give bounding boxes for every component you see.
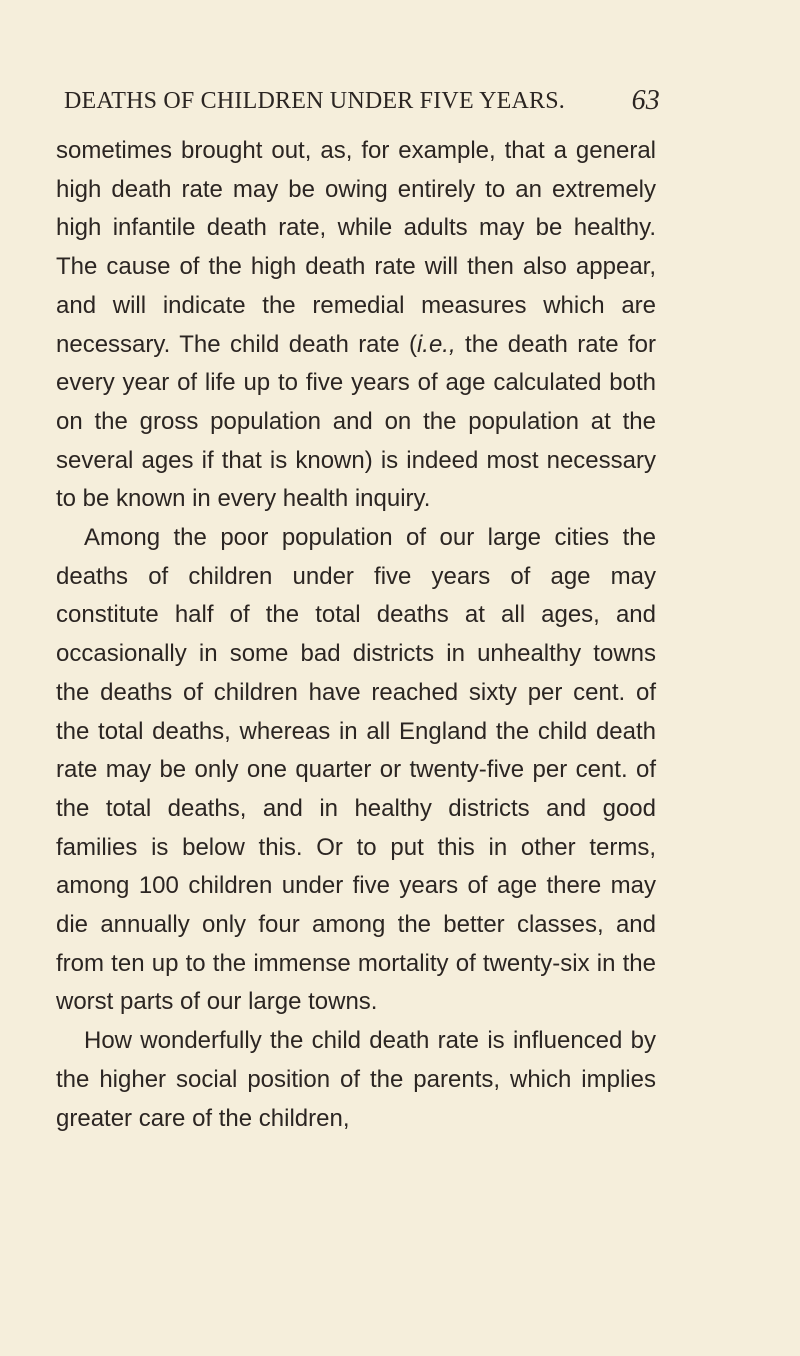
paragraph-1-text-start: sometimes brought out, as, for example, that a general high death rate may be owing entirely to an extremely high infantile death rate, while adults may be healthy. The cause of the high death rate will then also appear, and will indicate the remedial measures which are necessary. The child death rate ( xyxy=(56,137,656,358)
page-number: 63 xyxy=(631,85,660,116)
paragraph-3: How wonderfully the child death rate is influenced by the higher social position of the parents, which implies greater care of the children, xyxy=(56,1027,656,1132)
running-title: DEATHS OF CHILDREN UNDER FIVE YEARS. xyxy=(64,88,565,114)
running-head xyxy=(64,85,660,128)
paragraph-1 xyxy=(56,132,656,519)
body-text xyxy=(56,132,656,1138)
paragraph-2: Among the poor population of our large cities the deaths of children under five years of age may constitute half of the total deaths at all ages, and occasionally in some bad districts in unhealthy towns the deaths of children have reached sixty per cent. of the total deaths, whereas in all England the child death rate may be only one quarter or twenty-five per cent. of the total deaths, and in healthy districts and good families is below this. Or to put this in other terms, among 100 children under five years of age there may die annually only four among the better classes, and from ten up to the immense mortality of twenty-six in the worst parts of our large towns. xyxy=(56,524,656,1016)
paragraph-1-italic-abbreviation: i.e., xyxy=(416,330,456,358)
paragraph-1-text-end: the death rate for every year of life up to five years of age calculated both on the gross population and on the population at the several ages if that is known) is indeed most necessary to be known in every health inquiry. xyxy=(56,330,656,513)
